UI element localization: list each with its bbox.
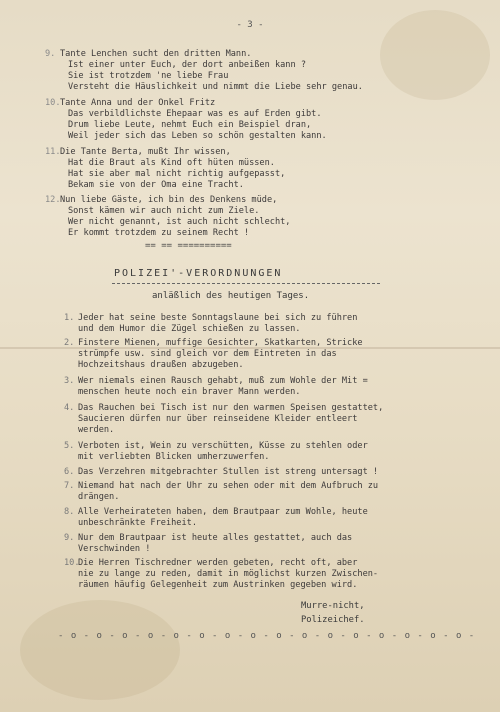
regulation-item	[64, 533, 353, 555]
poem-stanza	[45, 49, 363, 93]
regulation-line: strümpfe usw. sind gleich vor dem Eintreten in das	[78, 349, 337, 359]
regulation-number: 6.	[64, 467, 75, 477]
stanza-line: Sonst kämen wir auch nicht zum Ziele.	[68, 206, 260, 216]
regulation-item	[64, 481, 379, 503]
regulation-number: 5.	[64, 441, 75, 451]
regulation-number: 9.	[64, 533, 75, 543]
section-title: POLIZEI'-VERORDNUNGEN	[114, 268, 283, 279]
stanza-line: Weil jeder sich das Leben so schön gestalten kann.	[68, 131, 327, 141]
regulation-number: 1.	[64, 313, 75, 323]
regulation-item	[64, 441, 368, 463]
stanza-line: Er kommt trotzdem zu seinem Recht !	[68, 228, 250, 238]
stanza-line: Sie ist trotzdem 'ne liebe Frau	[68, 71, 229, 81]
regulation-line: Saucieren dürfen nur über reinseidene Kleider entleert	[78, 414, 358, 424]
stanza-number: 12.	[45, 195, 61, 205]
stanza-number: 10.	[45, 98, 61, 108]
poem-stanza	[45, 98, 327, 142]
regulation-number: 7.	[64, 481, 75, 491]
regulation-line: Wer niemals einen Rausch gehabt, muß zum Wohle der Mit =	[78, 376, 368, 386]
section-divider: == == ==========	[145, 241, 232, 251]
regulation-item	[64, 338, 363, 371]
regulation-line: Jeder hat seine beste Sonntagslaune bei sich zu führen	[78, 313, 358, 323]
poem-stanza	[45, 195, 291, 239]
stanza-line: Wer nicht genannt, ist auch nicht schlecht,	[68, 217, 291, 227]
regulation-line: Niemand hat nach der Uhr zu sehen oder mit dem Aufbruch zu	[78, 481, 379, 491]
paper-stain	[20, 600, 180, 700]
stanza-line: Tante Anna und der Onkel Fritz	[60, 98, 216, 108]
regulation-number: 10.	[64, 558, 80, 568]
regulation-line: räumen häufig Gelegenheit zum Austrinken gegeben wird.	[78, 580, 358, 590]
regulation-line: menschen heute noch ein braver Mann werden.	[78, 387, 301, 397]
stanza-line: Nun liebe Gäste, ich bin des Denkens müde,	[60, 195, 278, 205]
stanza-line: Drum liebe Leute, nehmt Euch ein Beispiel dran,	[68, 120, 312, 130]
signature-line2: Polizeichef.	[301, 615, 365, 625]
stanza-number: 9.	[45, 49, 56, 59]
poem-stanza	[45, 147, 286, 191]
regulation-item	[64, 507, 368, 529]
stanza-line: Versteht die Häuslichkeit und nimmt die Liebe sehr genau.	[68, 82, 363, 92]
stanza-line: Die Tante Berta, mußt Ihr wissen,	[60, 147, 231, 157]
title-underline	[112, 283, 380, 284]
regulation-line: Alle Verheirateten haben, dem Brautpaar zum Wohle, heute	[78, 507, 368, 517]
stanza-line: Bekam sie von der Oma eine Tracht.	[68, 180, 244, 190]
regulation-line: Die Herren Tischredner werden gebeten, recht oft, aber	[78, 558, 358, 568]
regulation-number: 8.	[64, 507, 75, 517]
stanza-line: Hat sie aber mal nicht richtig aufgepasst,	[68, 169, 286, 179]
regulation-line: Verboten ist, Wein zu verschütten, Küsse zu stehlen oder	[78, 441, 368, 451]
regulation-line: unbeschränkte Freiheit.	[78, 518, 197, 528]
regulation-line: drängen.	[78, 492, 120, 502]
page-number: - 3 -	[236, 20, 264, 30]
regulation-line: und dem Humor die Zügel schießen zu lassen.	[78, 324, 301, 334]
regulation-item	[64, 467, 379, 478]
regulation-item	[64, 313, 358, 335]
stanza-line: Tante Lenchen sucht den dritten Mann.	[60, 49, 252, 59]
regulation-line: Verschwinden !	[78, 544, 151, 554]
stanza-line: Ist einer unter Euch, der dort anbeißen kann ?	[68, 60, 306, 70]
regulation-item	[64, 558, 379, 591]
regulation-line: nie zu lange zu reden, damit in möglichst kurzen Zwischen-	[78, 569, 379, 579]
footer-ornament: - o - o - o - o - o - o - o - o - o - o - o - o - o - o - o - o -	[58, 631, 476, 641]
regulation-item	[64, 403, 384, 436]
regulation-line: Hochzeitshaus draußen abzugeben.	[78, 360, 244, 370]
stanza-line: Hat die Braut als Kind oft hüten müssen.	[68, 158, 275, 168]
section-subtitle: anläßlich des heutigen Tages.	[152, 291, 310, 301]
regulation-line: Das Rauchen bei Tisch ist nur den warmen Speisen gestattet,	[78, 403, 384, 413]
stanza-number: 11.	[45, 147, 61, 157]
regulation-item	[64, 376, 368, 398]
regulation-line: mit verliebten Blicken umherzuwerfen.	[78, 452, 270, 462]
regulation-line: Das Verzehren mitgebrachter Stullen ist streng untersagt !	[78, 467, 379, 477]
regulation-line: Nur dem Brautpaar ist heute alles gestattet, auch das	[78, 533, 353, 543]
stanza-line: Das verbildlichste Ehepaar was es auf Erden gibt.	[68, 109, 322, 119]
regulation-line: Finstere Mienen, muffige Gesichter, Skatkarten, Stricke	[78, 338, 363, 348]
signature-line1: Murre-nicht,	[301, 601, 365, 611]
regulation-number: 4.	[64, 403, 75, 413]
regulation-number: 2.	[64, 338, 75, 348]
regulation-number: 3.	[64, 376, 75, 386]
regulation-line: werden.	[78, 425, 115, 435]
